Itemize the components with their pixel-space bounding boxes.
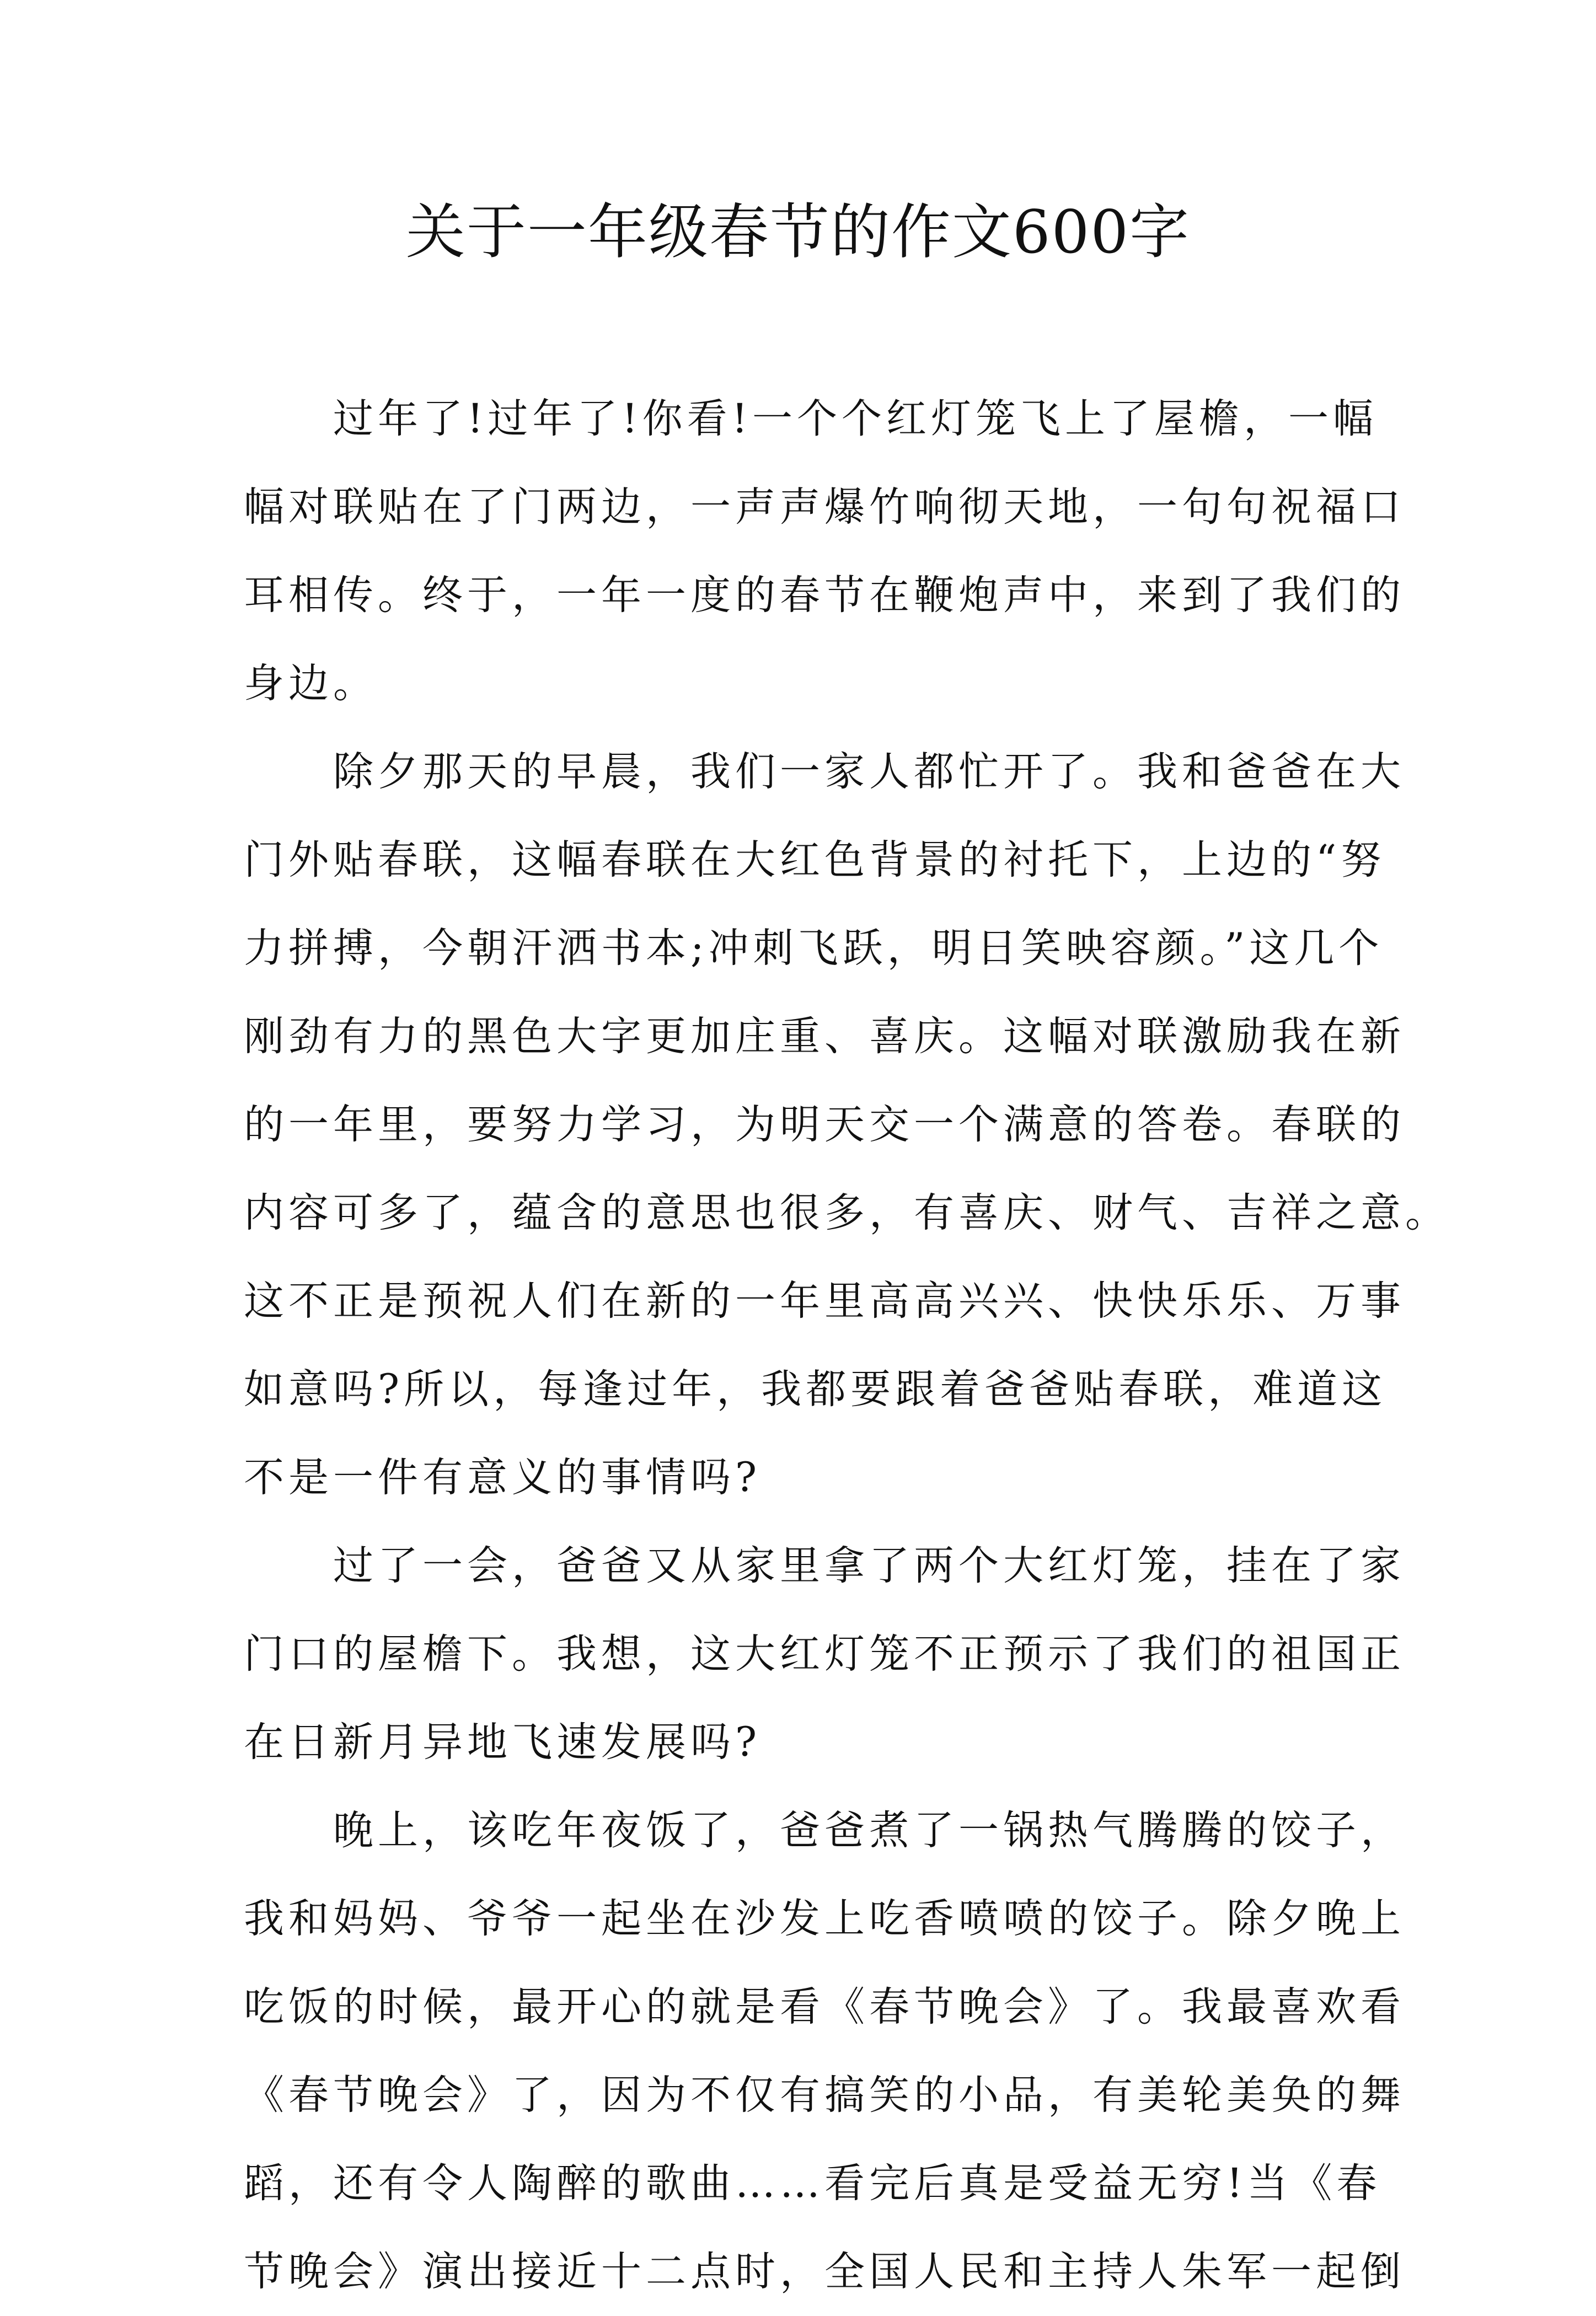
text-line: 刚劲有力的黑色大字更加庄重、喜庆。这幅对联激励我在新: [244, 1013, 1405, 1060]
text-line: 内容可多了，蕴含的意思也很多，有喜庆、财气、吉祥之意。: [244, 1189, 1450, 1236]
text-line: 过年了!过年了!你看!一个个红灯笼飞上了屋檐，一幅: [244, 395, 1378, 442]
text-line: 门口的屋檐下。我想，这大红灯笼不正预示了我们的祖国正: [244, 1631, 1405, 1677]
text-line: 蹈，还有令人陶醉的歌曲……看完后真是受益无穷!当《春: [244, 2160, 1381, 2207]
text-line: 力拼搏，今朝汗洒书本;冲刺飞跃，明日笑映容颜。”这几个: [244, 925, 1384, 972]
text-line: 幅对联贴在了门两边，一声声爆竹响彻天地，一句句祝福口: [244, 484, 1405, 530]
text-line: 晚上，该吃年夜饭了，爸爸煮了一锅热气腾腾的饺子，: [244, 1807, 1405, 1854]
text-line: 这不正是预祝人们在新的一年里高高兴兴、快快乐乐、万事: [244, 1278, 1405, 1325]
text-line: 节晚会》演出接近十二点时，全国人民和主持人朱军一起倒: [244, 2248, 1405, 2295]
text-line: 门外贴春联，这幅春联在大红色背景的衬托下，上边的“努: [244, 837, 1386, 883]
text-line: 吃饭的时候，最开心的就是看《春节晚会》了。我最喜欢看: [244, 1983, 1405, 2030]
text-line: 我和妈妈、爷爷一起坐在沙发上吃香喷喷的饺子。除夕晚上: [244, 1895, 1405, 1942]
text-line: 在日新月异地飞速发展吗?: [244, 1719, 762, 1766]
essay-body: [244, 375, 1450, 2316]
document-title: 关于一年级春节的作文600字: [405, 198, 1191, 267]
text-line: 耳相传。终于，一年一度的春节在鞭炮声中，来到了我们的: [244, 572, 1405, 619]
text-line: 过了一会，爸爸又从家里拿了两个大红灯笼，挂在了家: [244, 1542, 1405, 1589]
text-line: 除夕那天的早晨，我们一家人都忙开了。我和爸爸在大: [244, 748, 1405, 795]
text-line: 《春节晚会》了，因为不仅有搞笑的小品，有美轮美奂的舞: [244, 2072, 1405, 2119]
text-line: 不是一件有意义的事情吗?: [244, 1454, 762, 1501]
text-line: 如意吗?所以，每逢过年，我都要跟着爸爸贴春联，难道这: [244, 1366, 1387, 1413]
text-line: 的一年里，要努力学习，为明天交一个满意的答卷。春联的: [244, 1101, 1405, 1148]
text-line: 身边。: [244, 660, 378, 707]
